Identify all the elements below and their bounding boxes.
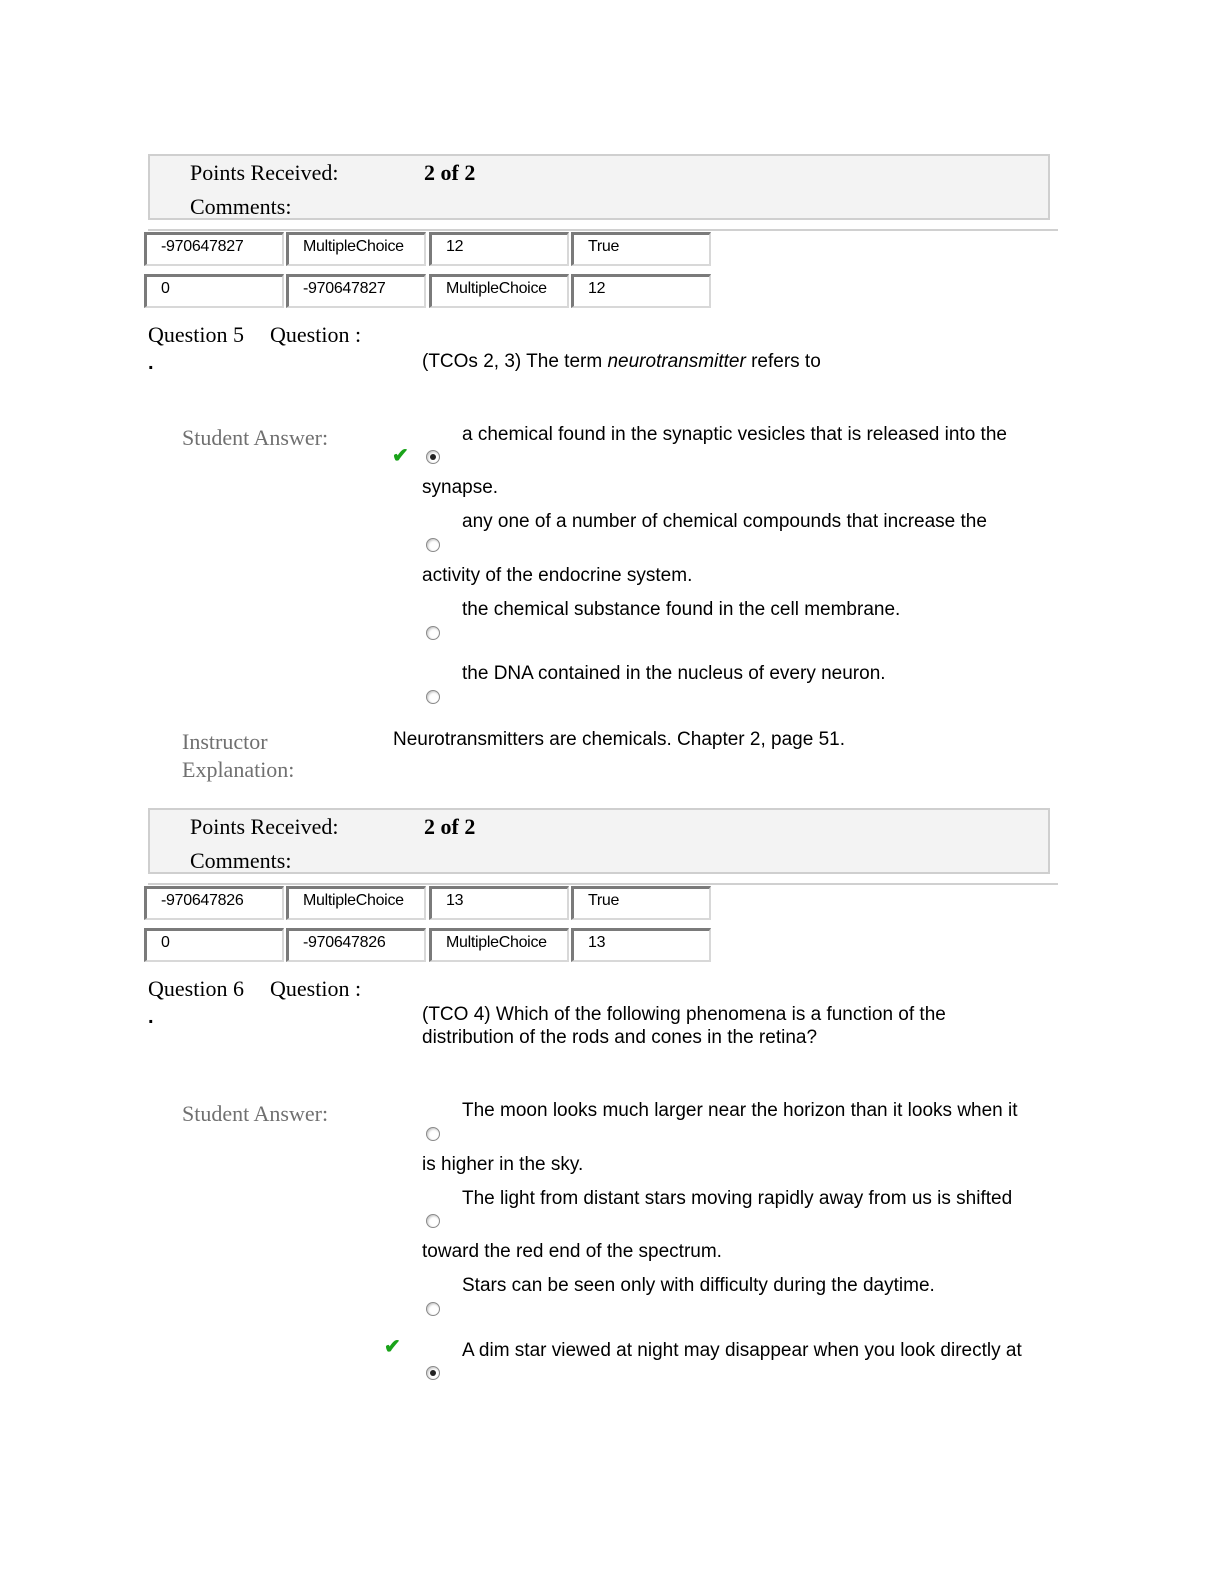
question-label: Question :: [270, 976, 362, 1001]
answer-radio[interactable]: [426, 1214, 440, 1228]
instructor-explanation: Neurotransmitters are chemicals. Chapter 2, page 51.: [393, 729, 845, 750]
divider: [148, 229, 1058, 231]
answer-option-text: A dim star viewed at night may disappear when you look directly at: [462, 1340, 1022, 1361]
correct-check-icon: ✔: [384, 1336, 401, 1358]
student-answer-label: Student Answer:: [182, 425, 329, 450]
prompt-suffix: refers to: [745, 351, 821, 372]
table-cell: MultipleChoice: [429, 928, 569, 962]
answer-radio[interactable]: [426, 538, 440, 552]
table-cell: True: [571, 886, 711, 920]
points-received-label: Points Received:: [190, 814, 339, 839]
table-cell: MultipleChoice: [429, 274, 569, 308]
answer-radio[interactable]: [426, 1127, 440, 1141]
table-cell: 0: [144, 274, 284, 308]
table-cell: 0: [144, 928, 284, 962]
prompt-prefix: (TCOs 2, 3) The term: [422, 351, 608, 372]
answer-option-text: The light from distant stars moving rapidly away from us is shifted: [462, 1188, 1013, 1209]
table-cell: 12: [571, 274, 711, 308]
answer-radio[interactable]: [426, 626, 440, 640]
answer-option-text: a chemical found in the synaptic vesicles that is released into the: [462, 424, 1007, 445]
question-number: Question 6: [148, 976, 244, 1001]
answer-option-text-cont: synapse.: [422, 477, 499, 498]
table-cell: MultipleChoice: [286, 886, 426, 920]
prompt-line1: (TCO 4) Which of the following phenomena is a function of the: [422, 1004, 946, 1025]
answer-radio[interactable]: [426, 690, 440, 704]
answer-option-text: the DNA contained in the nucleus of every neuron.: [462, 663, 886, 684]
table-cell: 12: [429, 232, 569, 266]
answer-radio-selected[interactable]: [426, 1366, 440, 1380]
answer-option-text: the chemical substance found in the cell membrane.: [462, 599, 901, 620]
points-box: [148, 154, 1050, 220]
prompt-emphasis: neurotransmitter: [607, 351, 746, 372]
question-prompt: [422, 350, 1022, 373]
comments-label: Comments:: [190, 194, 292, 219]
answer-option-text-cont: activity of the endocrine system.: [422, 565, 693, 586]
comments-label: Comments:: [190, 848, 292, 873]
answer-option-text: The moon looks much larger near the horizon than it looks when it: [462, 1100, 1018, 1121]
table-cell: -970647827: [286, 274, 426, 308]
question-dot: .: [148, 1006, 154, 1028]
answer-option-text-cont: toward the red end of the spectrum.: [422, 1241, 722, 1262]
explanation-label-line1: Instructor: [182, 729, 268, 754]
question-number: Question 5: [148, 322, 244, 347]
answer-option-text: Stars can be seen only with difficulty during the daytime.: [462, 1275, 935, 1296]
explanation-label-line2: Explanation:: [182, 757, 295, 782]
table-cell: -970647827: [144, 232, 284, 266]
answer-option-text: any one of a number of chemical compounds that increase the: [462, 511, 987, 532]
question-dot: .: [148, 352, 154, 374]
table-cell: MultipleChoice: [286, 232, 426, 266]
instructor-explanation-label: [182, 728, 294, 784]
answer-radio-selected[interactable]: [426, 450, 440, 464]
divider: [148, 883, 1058, 885]
table-cell: -970647826: [144, 886, 284, 920]
correct-check-icon: ✔: [392, 445, 409, 467]
prompt-line2: distribution of the rods and cones in the retina?: [422, 1027, 818, 1048]
student-answer-label: Student Answer:: [182, 1101, 329, 1126]
table-cell: 13: [571, 928, 711, 962]
points-received-label: Points Received:: [190, 160, 339, 185]
table-cell: True: [571, 232, 711, 266]
table-cell: -970647826: [286, 928, 426, 962]
points-box: [148, 808, 1050, 874]
table-cell: 13: [429, 886, 569, 920]
answer-option-text-cont: is higher in the sky.: [422, 1154, 584, 1175]
question-prompt: [422, 1003, 1022, 1049]
question-label: Question :: [270, 322, 362, 347]
answer-radio[interactable]: [426, 1302, 440, 1316]
points-received-value: 2 of 2: [424, 814, 476, 839]
points-received-value: 2 of 2: [424, 160, 476, 185]
